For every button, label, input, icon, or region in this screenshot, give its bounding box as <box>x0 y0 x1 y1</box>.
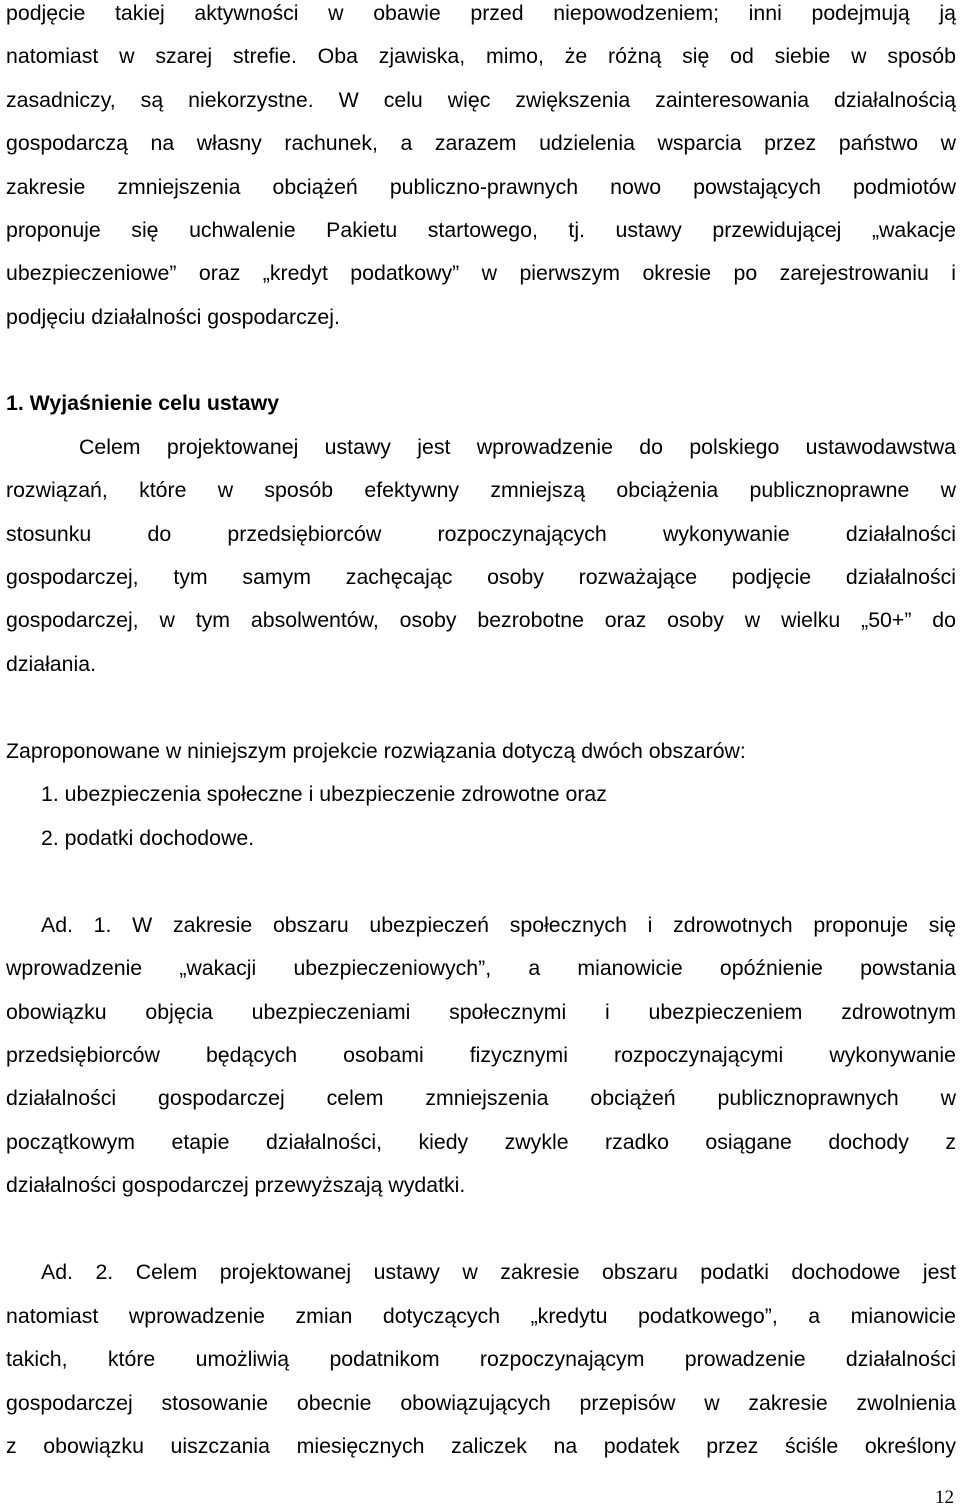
text-line: podjęciu działalności gospodarczej. <box>6 305 340 329</box>
text-line: proponuje się uchwalenie Pakietu startowego, tj. ustawy przewidującej „wakacje <box>6 218 956 242</box>
text-line: działalności gospodarczej celem zmniejszenia obciążeń publicznoprawnych w <box>6 1086 956 1110</box>
text-line: przedsiębiorców będących osobami fizycznymi rozpoczynającymi wykonywanie <box>6 1043 956 1067</box>
list-item: 2. podatki dochodowe. <box>41 826 255 850</box>
text-line: ubezpieczeniowe” oraz „kredyt podatkowy” w pierwszym okresie po zarejestrowaniu i <box>6 261 956 285</box>
text-line: obowiązku objęcia ubezpieczeniami społecznymi i ubezpieczeniem zdrowotnym <box>6 1000 956 1024</box>
text-line: natomiast w szarej strefie. Oba zjawiska, mimo, że różną się od siebie w sposób <box>6 44 956 68</box>
text-line: gospodarczą na własny rachunek, a zarazem udzielenia wsparcia przez państwo w <box>6 131 956 155</box>
text-line: z obowiązku uiszczania miesięcznych zaliczek na podatek przez ściśle określony <box>6 1434 956 1458</box>
areas-intro: Zaproponowane w niniejszym projekcie rozwiązania dotyczą dwóch obszarów: <box>6 739 746 763</box>
text-line: zasadniczy, są niekorzystne. W celu więc zwiększenia zainteresowania działalnością <box>6 88 956 112</box>
text-line: zakresie zmniejszenia obciążeń publiczno-prawnych nowo powstających podmiotów <box>6 175 956 199</box>
text-line: gospodarczej, tym samym zachęcając osoby rozważające podjęcie działalności <box>6 565 956 589</box>
text-line: działania. <box>6 652 96 676</box>
text-line: działalności gospodarczej przewyższają wydatki. <box>6 1173 466 1197</box>
text-line: wprowadzenie „wakacji ubezpieczeniowych”, a mianowicie opóźnienie powstania <box>6 956 956 980</box>
text-line: Ad. 2. Celem projektowanej ustawy w zakresie obszaru podatki dochodowe jest <box>41 1260 956 1284</box>
text-line: gospodarczej, w tym absolwentów, osoby bezrobotne oraz osoby w wielku „50+” do <box>6 608 956 632</box>
text-line: początkowym etapie działalności, kiedy zwykle rzadko osiągane dochody z <box>6 1130 956 1154</box>
text-line: rozwiązań, które w sposób efektywny zmniejszą obciążenia publicznoprawne w <box>6 478 956 502</box>
text-line: stosunku do przedsiębiorców rozpoczynających wykonywanie działalności <box>6 522 956 546</box>
text-line: natomiast wprowadzenie zmian dotyczących „kredytu podatkowego”, a mianowicie <box>6 1304 956 1328</box>
text-line: Celem projektowanej ustawy jest wprowadzenie do polskiego ustawodawstwa <box>79 435 956 459</box>
text-line: takich, które umożliwią podatnikom rozpoczynającym prowadzenie działalności <box>6 1347 956 1371</box>
page-number: 12 <box>935 1487 954 1508</box>
list-item: 1. ubezpieczenia społeczne i ubezpieczenie zdrowotne oraz <box>41 782 607 806</box>
text-line: podjęcie takiej aktywności w obawie przed niepowodzeniem; inni podejmują ją <box>6 1 956 25</box>
text-line: Ad. 1. W zakresie obszaru ubezpieczeń społecznych i zdrowotnych proponuje się <box>41 913 956 937</box>
text-line: gospodarczej stosowanie obecnie obowiązujących przepisów w zakresie zwolnienia <box>6 1391 956 1415</box>
section-heading: 1. Wyjaśnienie celu ustawy <box>6 391 280 415</box>
